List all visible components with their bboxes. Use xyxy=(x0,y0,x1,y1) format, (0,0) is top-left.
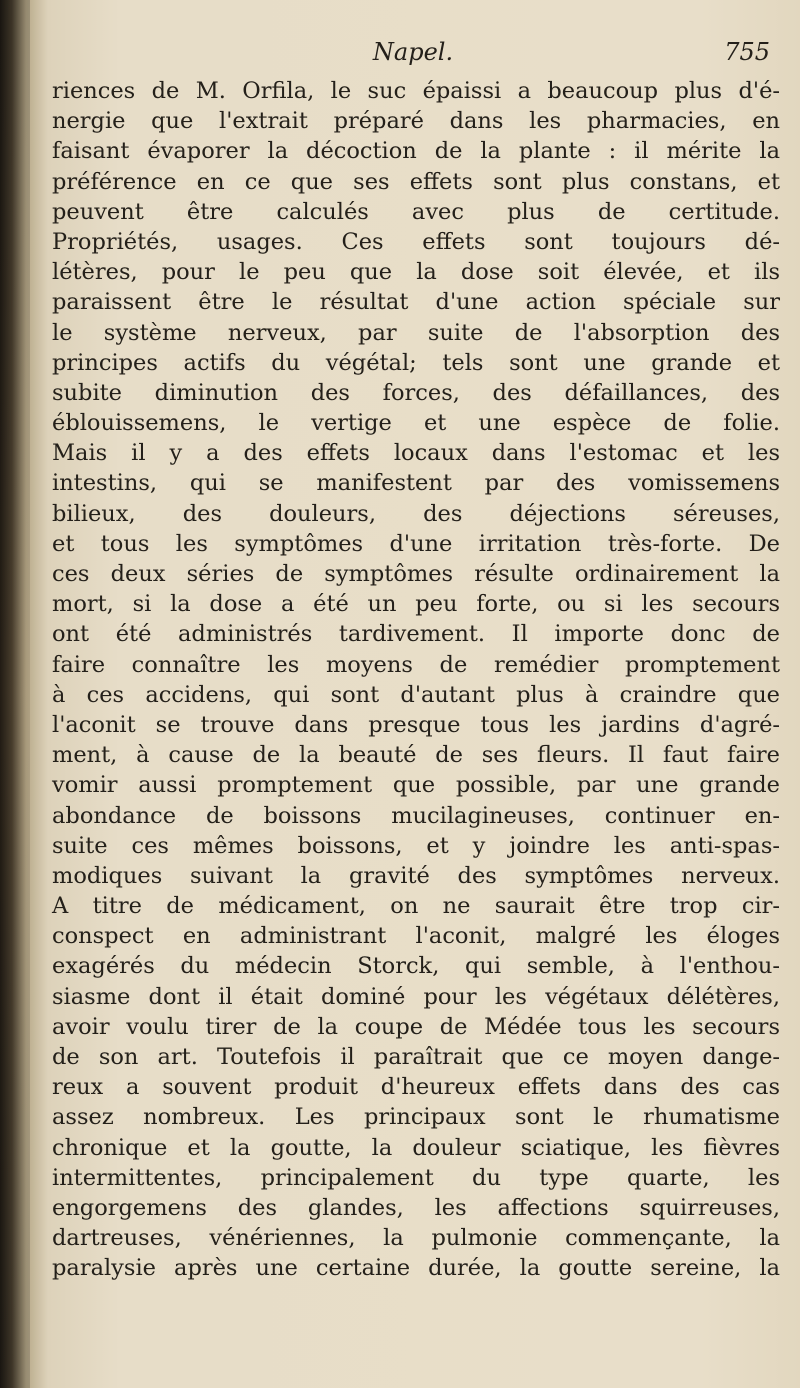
text-line: éblouissemens, le vertige et une espèce de folie. xyxy=(52,410,780,437)
text-line: l'aconit se trouve dans presque tous les jardins d'agré- xyxy=(52,711,780,738)
body-text xyxy=(52,76,780,1284)
text-line: nergie que l'extrait préparé dans les pharmacies, en xyxy=(52,108,780,135)
text-line: chronique et la goutte, la douleur sciatique, les fièvres xyxy=(52,1134,780,1161)
text-line: conspect en administrant l'aconit, malgré les éloges xyxy=(52,923,780,950)
text-line: le système nerveux, par suite de l'absorption des xyxy=(52,319,780,346)
text-line: de son art. Toutefois il paraîtrait que ce moyen dange- xyxy=(52,1044,780,1070)
text-line: ces deux séries de symptômes résulte ordinairement la xyxy=(52,561,780,587)
text-line: faire connaître les moyens de remédier promptement xyxy=(52,651,780,678)
text-line: dartreuses, vénériennes, la pulmonie commençante, la xyxy=(52,1225,780,1252)
text-line: peuvent être calculés avec plus de certitude. xyxy=(52,198,780,225)
text-line: suite ces mêmes boissons, et y joindre les anti-spas- xyxy=(52,832,780,859)
text-line: riences de M. Orfila, le suc épaissi a beaucoup plus d'é- xyxy=(52,78,780,104)
text-line: exagérés du médecin Storck, qui semble, à l'enthou- xyxy=(52,953,780,980)
text-line: mort, si la dose a été un peu forte, ou si les secours xyxy=(52,591,780,618)
text-line: abondance de boissons mucilagineuses, continuer en- xyxy=(52,802,780,829)
text-line: à ces accidens, qui sont d'autant plus à craindre que xyxy=(52,681,780,708)
text-line: Mais il y a des effets locaux dans l'estomac et les xyxy=(52,440,780,467)
text-line: paraissent être le résultat d'une action spéciale sur xyxy=(52,289,780,316)
spine-shadow xyxy=(0,0,30,1388)
page-header xyxy=(52,34,774,74)
text-line: A titre de médicament, on ne saurait être trop cir- xyxy=(52,893,780,920)
text-line: ment, à cause de la beauté de ses fleurs. Il faut faire xyxy=(52,742,780,769)
text-line: reux a souvent produit d'heureux effets dans des cas xyxy=(52,1074,780,1101)
text-line: et tous les symptômes d'une irritation très-forte. De xyxy=(52,530,780,557)
text-line: faisant évaporer la décoction de la plante : il mérite la xyxy=(52,138,780,165)
text-line: létères, pour le peu que la dose soit élevée, et ils xyxy=(52,259,780,286)
text-line: Propriétés, usages. Ces effets sont toujours dé- xyxy=(52,228,780,255)
text-line: paralysie après une certaine durée, la goutte sereine, la xyxy=(52,1255,780,1282)
text-line: intermittentes, principalement du type quarte, les xyxy=(52,1164,780,1191)
running-head: Napel. xyxy=(372,38,454,66)
text-line: bilieux, des douleurs, des déjections séreuses, xyxy=(52,500,780,527)
page-number: 755 xyxy=(724,38,770,66)
text-line: avoir voulu tirer de la coupe de Médée tous les secours xyxy=(52,1013,780,1040)
text-line: subite diminution des forces, des défaillances, des xyxy=(52,379,780,406)
text-line: intestins, qui se manifestent par des vomissemens xyxy=(52,470,780,497)
text-line: vomir aussi promptement que possible, par une grande xyxy=(52,772,780,799)
text-line: modiques suivant la gravité des symptômes nerveux. xyxy=(52,862,780,889)
text-line: préférence en ce que ses effets sont plus constans, et xyxy=(52,168,780,195)
text-line: siasme dont il était dominé pour les végétaux délétères, xyxy=(52,983,780,1010)
text-line: principes actifs du végétal; tels sont une grande et xyxy=(52,349,780,376)
text-line: ont été administrés tardivement. Il importe donc de xyxy=(52,621,780,648)
text-line: engorgemens des glandes, les affections squirreuses, xyxy=(52,1194,780,1221)
text-line: assez nombreux. Les principaux sont le rhumatisme xyxy=(52,1104,780,1131)
